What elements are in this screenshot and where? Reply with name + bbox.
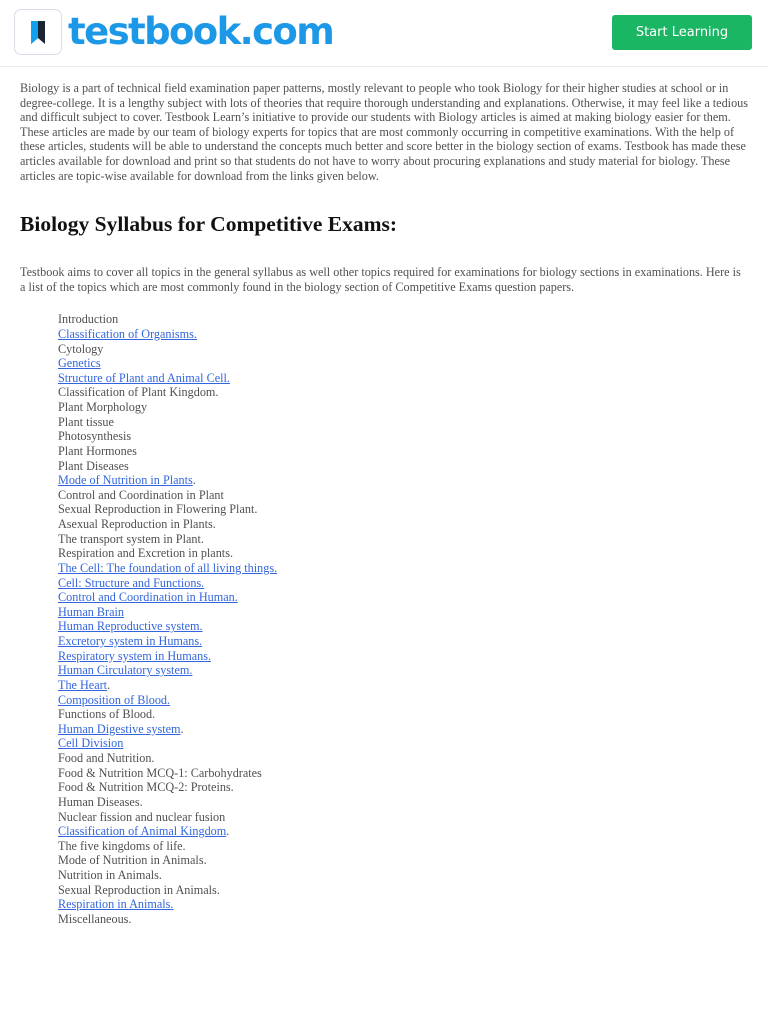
topic-link[interactable]: Human Circulatory system. xyxy=(58,663,193,678)
list-item xyxy=(58,459,748,474)
topic-link[interactable]: Excretory system in Humans. xyxy=(58,634,203,649)
list-item xyxy=(58,502,748,517)
topic-text: Functions of Blood. xyxy=(58,707,156,722)
list-item xyxy=(58,488,748,503)
topic-link[interactable]: The Cell: The foundation of all living things. xyxy=(58,560,278,575)
topic-link[interactable]: Respiration in Animals. xyxy=(58,897,174,912)
list-item xyxy=(58,444,748,459)
topic-text: Food & Nutrition MCQ-1: Carbohydrates xyxy=(58,765,262,780)
list-item xyxy=(58,722,748,737)
topic-link[interactable]: Classification of Organisms. xyxy=(58,326,197,341)
list-item xyxy=(58,766,748,781)
topic-link[interactable]: Classification of Animal Kingdom xyxy=(58,824,227,839)
list-item xyxy=(58,356,748,371)
topic-text: Plant tissue xyxy=(58,414,114,429)
topic-text: The five kingdoms of life. xyxy=(58,838,186,853)
topic-text: Human Diseases. xyxy=(58,794,143,809)
list-item xyxy=(58,371,748,386)
topic-text: Food & Nutrition MCQ-2: Proteins. xyxy=(58,780,234,795)
topic-text: Asexual Reproduction in Plants. xyxy=(58,517,216,532)
list-item xyxy=(58,897,748,912)
topic-text: Sexual Reproduction in Flowering Plant. xyxy=(58,502,258,517)
topic-link[interactable]: Structure of Plant and Animal Cell. xyxy=(58,370,230,385)
testbook-logo-icon xyxy=(14,9,62,55)
list-item xyxy=(58,342,748,357)
list-item xyxy=(58,517,748,532)
list-item xyxy=(58,736,748,751)
topic-link[interactable]: Cell: Structure and Functions. xyxy=(58,575,205,590)
topic-text: Photosynthesis xyxy=(58,429,132,444)
page-title: Biology Syllabus for Competitive Exams: xyxy=(20,212,398,237)
list-item xyxy=(58,824,748,839)
topic-text: Control and Coordination in Plant xyxy=(58,487,224,502)
topic-list xyxy=(58,312,748,926)
list-item xyxy=(58,795,748,810)
list-item xyxy=(58,473,748,488)
intro-paragraph: Biology is a part of technical field examination paper patterns, mostly relevant to people who took Biology for their higher studies at school or in degree-college. It is a lengthy subject with lots of theories that require thorough understanding and explanations. Otherwise, it may feel like a tedious and difficult subject to cover. Testbook Learn’s initiative to provide our students with Biology articles is aimed at making biology easier for them. These articles are made by our team of biology experts for topics that are most commonly occurring in competitive examinations. With the help of these articles, students will be able to understand the concepts much better and score better in the biology section of exams. Testbook has made these articles available for download and print so that students do not have to worry about procuring explanations and study material for biology. These articles are topic-wise available for download from the links given below. xyxy=(20,81,748,183)
testbook-logo[interactable] xyxy=(14,9,333,55)
list-item xyxy=(58,693,748,708)
topic-link[interactable]: Genetics xyxy=(58,356,101,371)
topic-text: Food and Nutrition. xyxy=(58,751,155,766)
topic-text: The transport system in Plant. xyxy=(58,531,204,546)
list-item xyxy=(58,400,748,415)
list-item xyxy=(58,912,748,927)
article xyxy=(20,81,748,927)
topic-text: Mode of Nutrition in Animals. xyxy=(58,853,207,868)
list-item xyxy=(58,532,748,547)
topic-suffix: . xyxy=(192,473,196,488)
topic-link[interactable]: Human Digestive system xyxy=(58,721,181,736)
topic-text: Classification of Plant Kingdom. xyxy=(58,385,219,400)
topic-text: Cytology xyxy=(58,341,104,356)
topic-link[interactable]: Control and Coordination in Human. xyxy=(58,590,238,605)
logo-wordmark: testbook.com xyxy=(68,10,334,53)
syllabus-intro-paragraph: Testbook aims to cover all topics in the general syllabus as well other topics required for examinations for biology sections in examinations. Here is a list of the topics which are most commonly found in the biology section of Competitive Exams question papers. xyxy=(20,265,741,294)
list-item xyxy=(58,663,748,678)
topic-text: Nuclear fission and nuclear fusion xyxy=(58,809,226,824)
list-item xyxy=(58,839,748,854)
list-item xyxy=(58,707,748,722)
list-item xyxy=(58,853,748,868)
list-item xyxy=(58,810,748,825)
topic-text: Respiration and Excretion in plants. xyxy=(58,546,233,561)
list-item xyxy=(58,590,748,605)
list-item xyxy=(58,605,748,620)
topic-suffix: . xyxy=(107,677,111,692)
list-item xyxy=(58,415,748,430)
list-item xyxy=(58,751,748,766)
topic-link[interactable]: Cell Division xyxy=(58,736,124,751)
topic-text: Miscellaneous. xyxy=(58,911,132,926)
list-item xyxy=(58,327,748,342)
topic-text: Introduction xyxy=(58,312,119,327)
topic-link[interactable]: Human Brain xyxy=(58,604,125,619)
topic-link[interactable]: Mode of Nutrition in Plants xyxy=(58,473,193,488)
topic-text: Plant Hormones xyxy=(58,443,137,458)
top-bar xyxy=(0,0,768,67)
topic-suffix: . xyxy=(180,721,184,736)
list-item xyxy=(58,546,748,561)
list-item xyxy=(58,780,748,795)
start-learning-button[interactable]: Start Learning xyxy=(612,15,752,50)
topic-text: Sexual Reproduction in Animals. xyxy=(58,882,220,897)
topic-link[interactable]: Composition of Blood. xyxy=(58,692,171,707)
topic-text: Plant Diseases xyxy=(58,458,129,473)
list-item xyxy=(58,429,748,444)
list-item xyxy=(58,868,748,883)
topic-link[interactable]: The Heart xyxy=(58,677,108,692)
list-item xyxy=(58,619,748,634)
list-item xyxy=(58,312,748,327)
list-item xyxy=(58,385,748,400)
topic-link[interactable]: Respiratory system in Humans. xyxy=(58,648,212,663)
topic-text: Plant Morphology xyxy=(58,400,148,415)
list-item xyxy=(58,576,748,591)
topic-suffix: . xyxy=(226,824,230,839)
list-item xyxy=(58,649,748,664)
list-item xyxy=(58,883,748,898)
list-item xyxy=(58,678,748,693)
list-item xyxy=(58,561,748,576)
topic-text: Nutrition in Animals. xyxy=(58,868,162,883)
list-item xyxy=(58,634,748,649)
topic-link[interactable]: Human Reproductive system. xyxy=(58,619,203,634)
